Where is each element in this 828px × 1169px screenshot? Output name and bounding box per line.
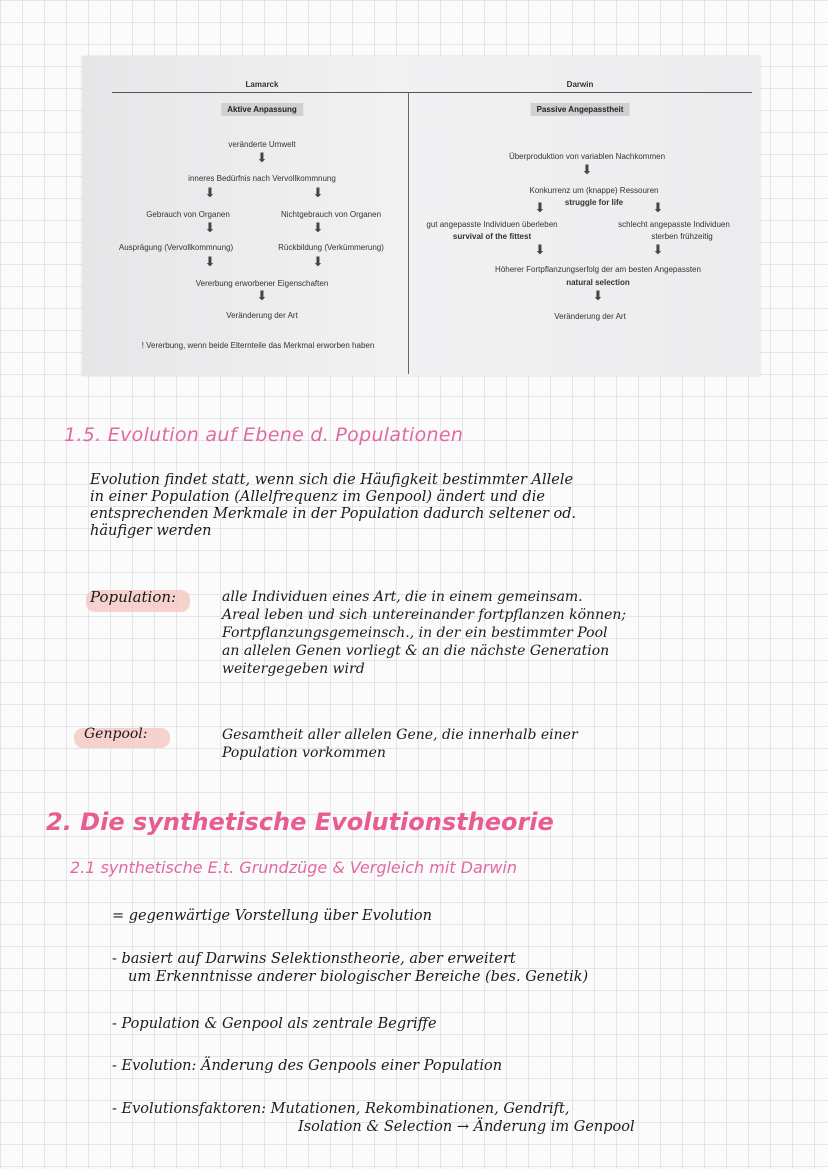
term-genpool: Genpool: xyxy=(84,726,148,742)
down-arrow-icon: ⬇ xyxy=(256,151,268,166)
down-arrow-icon: ⬇ xyxy=(534,243,546,258)
down-arrow-icon: ⬇ xyxy=(204,186,216,201)
paragraph-line: in einer Population (Allelfrequenz im Genpool) ändert und die xyxy=(90,489,545,505)
lamarck-step3: Vererbung erworbener Eigenschaften xyxy=(195,279,329,288)
list-item xyxy=(112,1100,635,1136)
section-2-1-subheading: 2.1 synthetische E.t. Grundzüge & Vergleich mit Darwin xyxy=(70,858,518,877)
lamarck-right1: Nichtgebrauch von Organen xyxy=(280,210,382,219)
definition-population xyxy=(222,588,626,678)
section-2-heading: 2. Die synthetische Evolutionstheorie xyxy=(46,808,554,836)
list-line: um Erkenntnisse anderer biologischer Bereiche (bes. Genetik) xyxy=(128,969,589,985)
down-arrow-icon: ⬇ xyxy=(581,163,593,178)
darwin-step2b: struggle for life xyxy=(564,198,624,207)
lamarck-left1: Gebrauch von Organen xyxy=(146,210,230,219)
lamarck-right2: Rückbildung (Verkümmerung) xyxy=(278,243,384,252)
down-arrow-icon: ⬇ xyxy=(652,243,664,258)
darwin-left1b: survival of the fittest xyxy=(452,232,532,241)
down-arrow-icon: ⬇ xyxy=(534,201,546,216)
down-arrow-icon: ⬇ xyxy=(592,289,604,304)
lamarck-box: Aktive Anpassung xyxy=(221,103,303,116)
definition-line: Areal leben und sich untereinander fortpflanzen können; xyxy=(222,607,627,623)
lamarck-step2: inneres Bedürfnis nach Vervollkommnung xyxy=(188,174,336,183)
list-line: - Evolutionsfaktoren: Mutationen, Rekombinationen, Gendrift, xyxy=(112,1101,570,1117)
lamarck-darwin-comparison-image xyxy=(82,56,760,376)
down-arrow-icon: ⬇ xyxy=(312,186,324,201)
list-line: - Population & Genpool als zentrale Begriffe xyxy=(112,1016,437,1032)
lamarck-step1: veränderte Umwelt xyxy=(228,140,296,149)
definition-line: Fortpflanzungsgemeinsch., in der ein bestimmter Pool xyxy=(222,625,608,641)
lamarck-note: ! Vererbung, wenn beide Elternteile das Merkmal erworben haben xyxy=(141,341,375,350)
darwin-step3: Höherer Fortpflanzungserfolg der am besten Angepassten xyxy=(495,265,701,274)
definition-line: alle Individuen eines Art, die in einem gemeinsam. xyxy=(222,589,583,605)
darwin-title: Darwin xyxy=(566,80,594,89)
down-arrow-icon: ⬇ xyxy=(204,255,216,270)
darwin-box: Passive Angepasstheit xyxy=(531,103,630,116)
lamarck-step4: Veränderung der Art xyxy=(226,311,298,320)
down-arrow-icon: ⬇ xyxy=(256,289,268,304)
column-divider xyxy=(408,92,409,374)
darwin-right1: schlecht angepasste Individuen xyxy=(618,220,730,229)
section-1-5-paragraph xyxy=(90,472,576,540)
list-item xyxy=(112,1016,437,1033)
darwin-step3b: natural selection xyxy=(566,278,630,287)
darwin-right1b: sterben frühzeitig xyxy=(651,232,713,241)
darwin-step1: Überproduktion von variablen Nachkommen xyxy=(508,152,666,161)
down-arrow-icon: ⬇ xyxy=(204,221,216,236)
list-item xyxy=(112,1058,502,1075)
darwin-step2: Konkurrenz um (knappe) Ressouren xyxy=(529,186,659,195)
down-arrow-icon: ⬇ xyxy=(312,221,324,236)
paragraph-line: entsprechenden Merkmale in der Population dadurch seltener od. xyxy=(90,506,577,522)
header-rule xyxy=(112,92,752,93)
down-arrow-icon: ⬇ xyxy=(312,255,324,270)
definition-genpool xyxy=(222,726,578,762)
term-population: Population: xyxy=(90,588,177,606)
paragraph-line: häufiger werden xyxy=(90,523,212,539)
list-line: Isolation & Selection → Änderung im Genpool xyxy=(298,1119,635,1135)
down-arrow-icon: ⬇ xyxy=(652,201,664,216)
definition-line: an allelen Genen vorliegt & an die nächste Generation xyxy=(222,643,610,659)
list-item xyxy=(112,908,432,925)
list-item xyxy=(112,950,588,986)
darwin-step4: Veränderung der Art xyxy=(554,312,626,321)
lamarck-left2: Ausprägung (Vervollkommnung) xyxy=(118,243,234,252)
definition-line: Population vorkommen xyxy=(222,745,386,761)
list-line: = gegenwärtige Vorstellung über Evolution xyxy=(112,908,432,924)
section-1-5-heading: 1.5. Evolution auf Ebene d. Populationen xyxy=(64,424,464,446)
paragraph-line: Evolution findet statt, wenn sich die Häufigkeit bestimmter Allele xyxy=(90,472,574,488)
darwin-left1: gut angepasste Individuen überleben xyxy=(426,220,558,229)
definition-line: Gesamtheit aller allelen Gene, die innerhalb einer xyxy=(222,727,578,743)
list-line: - basiert auf Darwins Selektionstheorie, aber erweitert xyxy=(112,951,516,967)
definition-line: weitergegeben wird xyxy=(222,661,365,677)
lamarck-title: Lamarck xyxy=(245,80,279,89)
list-line: - Evolution: Änderung des Genpools einer Population xyxy=(112,1058,503,1074)
